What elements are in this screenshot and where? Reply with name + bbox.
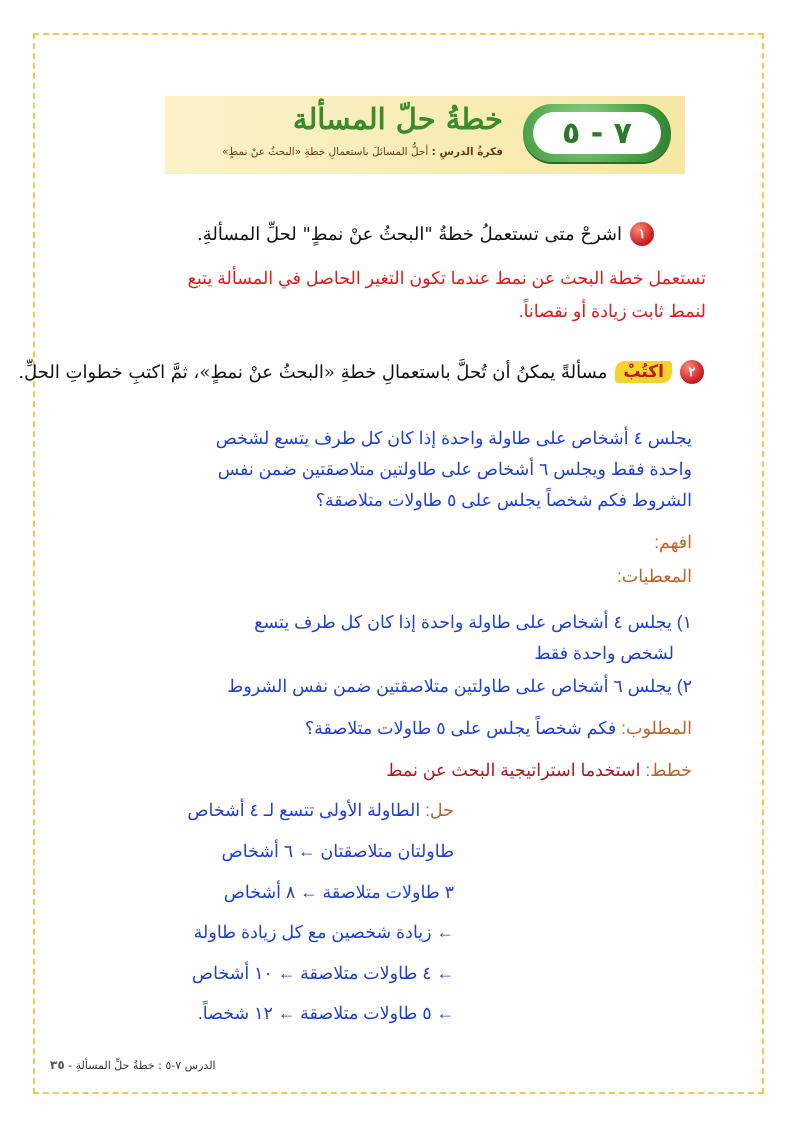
lesson-number: ٧ - ٥ [533,112,661,154]
question-1-text: اشرحْ متى تستعملُ خطةُ "البحثُ عنْ نمطٍ" لحلِّ المسألةِ. [197,223,622,245]
given-2: ٢) يجلس ٦ أشخاص على طاولتين متلاصقتين ضمن نفس الشروط [227,676,692,696]
understand-label: افهم: [654,532,692,552]
solve-text-1: الطاولة الأولى تتسع لـ ٤ أشخاص [187,800,421,820]
question-2-text: مسألةً يمكنُ أن تُحلَّ باستعمالِ خطةِ «البحثُ عنْ نمطٍ»، ثمَّ اكتبِ خطواتِ الحلِّ. [18,361,608,383]
lesson-idea-label: فكرةُ الدرسِ : [431,146,503,158]
givens-label: المعطيات: [616,566,692,586]
problem-line-3: الشروط فكم شخصاً يجلس على ٥ طاولات متلاصقة؟ [315,490,692,510]
lesson-title: خطةُ حلّ المسألة [292,102,503,136]
solve-line-1 [187,800,454,821]
solve-line-6: ← ٥ طاولات متلاصقة ← ١٢ شخصاً. [197,1003,454,1023]
solve-line-4: ← زيادة شخصين مع كل زيادة طاولة [193,922,454,942]
solve-line-5: ← ٤ طاولات متلاصقة ← ١٠ أشخاص [191,963,454,983]
given-1-line-1: ١) يجلس ٤ أشخاص على طاولة واحدة إذا كان كل طرف يتسع [254,612,692,632]
solve-line-2: طاولتان متلاصقتان ← ٦ أشخاص [221,841,454,861]
lesson-banner [165,96,685,174]
question-1 [197,222,654,246]
plan-text: استخدما استراتيجية البحث عن نمط [386,760,641,780]
lesson-number-badge [523,104,671,162]
lesson-idea-text: أحلُّ المسائلَ باستعمالِ خطةِ «البحثُ عنْ نمطٍ» [222,146,429,158]
page-number: ٣٥ [50,1058,65,1072]
solve-line-3: ٣ طاولات متلاصقة ← ٨ أشخاص [223,882,454,902]
question-2-number: ٢ [680,360,704,384]
problem-line-2: واحدة فقط ويجلس ٦ أشخاص على طاولتين متلاصقتين ضمن نفس [217,459,692,479]
solve-label: حل: [425,800,454,820]
footer-lesson: الدرس ٧-٥ : خطةُ حلِّ المسألةِ [75,1059,216,1072]
problem-line-1: يجلس ٤ أشخاص على طاولة واحدة إذا كان كل طرف يتسع لشخص [215,428,692,448]
write-badge: اكتُبْ [615,361,672,383]
required-label: المطلوب: [621,718,692,738]
required-text: فكم شخصاً يجلس على ٥ طاولات متلاصقة؟ [304,718,617,738]
plan-label: خطط: [645,760,692,780]
page-footer: الدرس ٧-٥ : خطةُ حلِّ المسألةِ - ٣٥ [50,1058,216,1072]
question-1-number: ١ [630,222,654,246]
answer-1-line-1: تستعمل خطة البحث عن نمط عندما تكون التغير الحاصل في المسألة يتبع [187,268,706,288]
required-line [305,718,692,739]
question-2 [18,360,704,384]
given-1-line-2: لشخص واحدة فقط [534,643,674,663]
lesson-idea [222,146,503,158]
plan-line [386,760,692,781]
answer-1-line-2: لنمط ثابت زيادة أو نقصاناً. [518,301,706,321]
